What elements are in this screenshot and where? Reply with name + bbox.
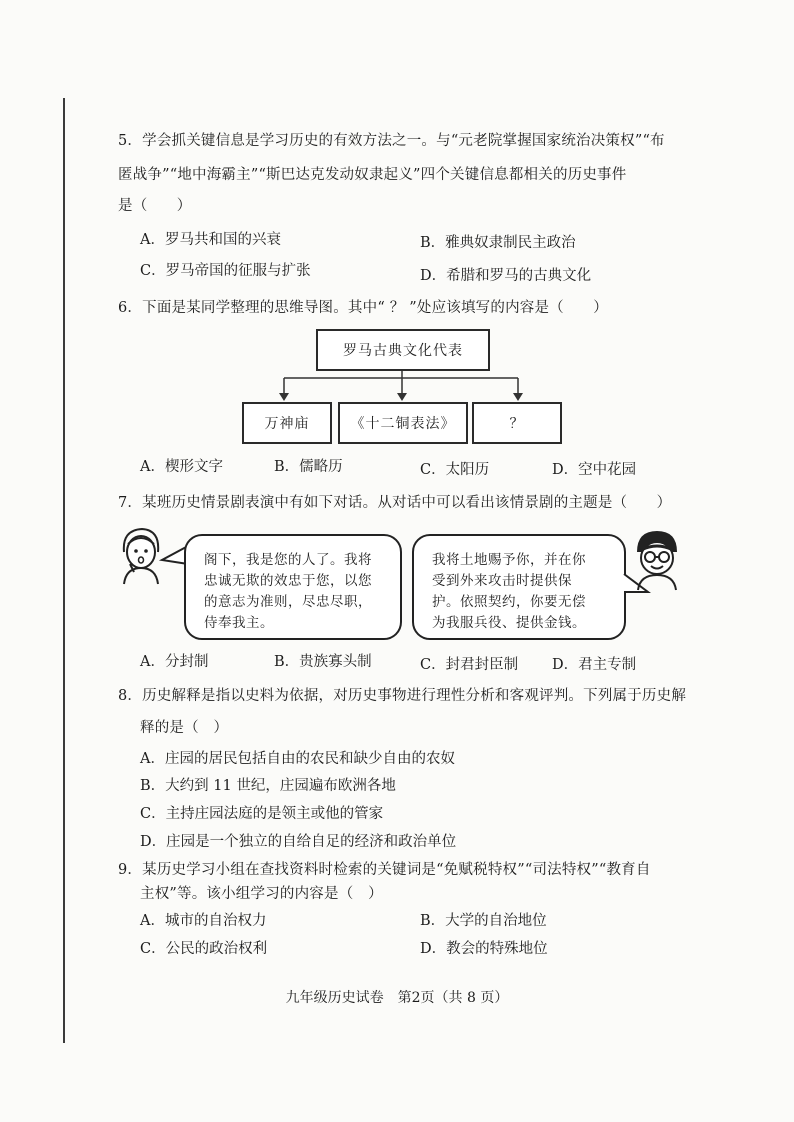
q9-option-c: C．公民的政治权利 [140, 941, 268, 957]
q5-stem-line3: 是（ ） [118, 198, 192, 214]
q9-option-b: B．大学的自治地位 [420, 913, 547, 929]
q8-stem-line2: 释的是（ ） [140, 720, 229, 736]
mindmap-child-twelve-tables: 《十二铜表法》 [338, 402, 468, 444]
dialog-bubble-vassal: 阁下，我是您的人了。我将 忠诚无欺的效忠于您，以您 的意志为准则，尽忠尽职， 侍奉我主。 [184, 534, 402, 640]
q5-option-c: C．罗马帝国的征服与扩张 [140, 263, 311, 279]
q9-option-d: D．教会的特殊地位 [420, 941, 548, 957]
q8-stem-line1: 8．历史解释是指以史料为依据，对历史事物进行理性分析和客观评判。下列属于历史解 [118, 688, 687, 704]
q6-stem: 6．下面是某同学整理的思维导图。其中“ ？ ”处应该填写的内容是（ ） [118, 300, 608, 316]
q6-option-d: D．空中花园 [552, 462, 637, 478]
q7-option-a: A．分封制 [140, 654, 209, 670]
q6-option-a: A．楔形文字 [140, 459, 223, 475]
mindmap-root: 罗马古典文化代表 [316, 329, 490, 371]
q8-option-d: D．庄园是一个独立的自给自足的经济和政治单位 [140, 834, 457, 850]
lord-figure-icon [630, 528, 684, 592]
q5-option-a: A．罗马共和国的兴衰 [140, 232, 281, 248]
page-footer: 九年级历史试卷 第2页（共 8 页） [285, 990, 509, 1006]
q6-option-c: C．太阳历 [420, 462, 490, 478]
q7-option-b: B．贵族寡头制 [274, 654, 372, 670]
q7-option-c: C．封君封臣制 [420, 657, 519, 673]
q8-option-a: A．庄园的居民包括自由的农民和缺少自由的农奴 [140, 751, 455, 767]
q7-stem: 7．某班历史情景剧表演中有如下对话。从对话中可以看出该情景剧的主题是（ ） [118, 495, 672, 511]
mindmap-child-unknown: ？ [472, 402, 562, 444]
q9-option-a: A．城市的自治权力 [140, 913, 267, 929]
q9-stem-line1: 9．某历史学习小组在查找资料时检索的关键词是“免赋税特权”“司法特权”“教育自 [118, 862, 651, 878]
q9-stem-line2: 主权”等。该小组学习的内容是（ ） [140, 886, 383, 902]
q5-option-b: B．雅典奴隶制民主政治 [420, 235, 576, 251]
q6-option-b: B．儒略历 [274, 459, 343, 475]
q5-option-d: D．希腊和罗马的古典文化 [420, 268, 592, 284]
q7-option-d: D．君主专制 [552, 657, 637, 673]
mindmap-child-pantheon: 万神庙 [242, 402, 332, 444]
dialog-bubble-lord: 我将土地赐予你，并在你 受到外来攻击时提供保 护。依照契约，你要无偿 为我服兵役、提供金钱。 [412, 534, 626, 640]
mindmap-connectors [0, 0, 794, 460]
q8-option-b: B．大约到 11 世纪，庄园遍布欧洲各地 [140, 778, 396, 794]
q5-stem-line1: 5．学会抓关键信息是学习历史的有效方法之一。与“元老院掌握国家统治决策权”“布 [118, 133, 665, 149]
q8-option-c: C．主持庄园法庭的是领主或他的管家 [140, 806, 384, 822]
q5-stem-line2: 匿战争”“地中海霸主”“斯巴达克发动奴隶起义”四个关键信息都相关的历史事件 [118, 167, 627, 183]
